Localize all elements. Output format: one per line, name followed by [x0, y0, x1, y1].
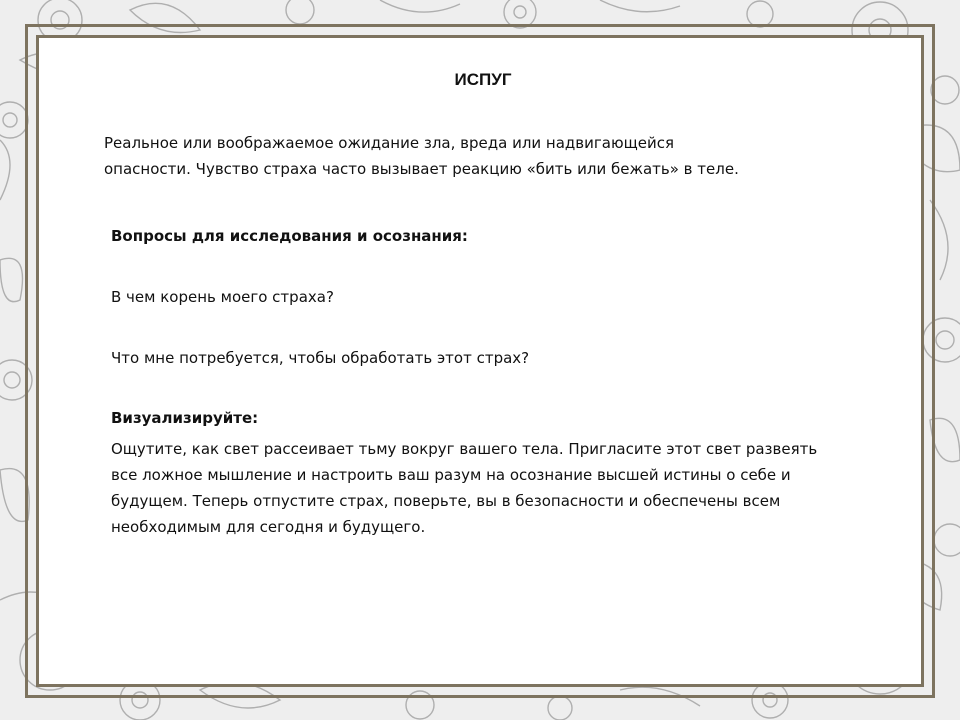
visualize-paragraph — [111, 436, 817, 540]
definition-paragraph — [104, 130, 739, 182]
definition-line: Реальное или воображаемое ожидание зла, вреда или надвигающейся — [104, 134, 674, 152]
questions-heading: Вопросы для исследования и осознания: — [111, 227, 468, 245]
definition-line: опасности. Чувство страха часто вызывает реакцию «бить или бежать» в теле. — [104, 160, 739, 178]
visualize-heading: Визуализируйте: — [111, 409, 259, 427]
visualize-line: Ощутите, как свет рассеивает тьму вокруг вашего тела. Пригласите этот свет развеять — [111, 440, 818, 458]
page-title: ИСПУГ — [454, 70, 512, 89]
visualize-line: необходимым для сегодня и будущего. — [111, 518, 426, 536]
question-item: В чем корень моего страха? — [111, 288, 334, 306]
question-item: Что мне потребуется, чтобы обработать этот страх? — [111, 349, 530, 367]
visualize-line: все ложное мышление и настроить ваш разум на осознание высшей истины о себе и — [111, 466, 791, 484]
content-panel — [36, 35, 924, 687]
visualize-line: будущем. Теперь отпустите страх, поверьте, вы в безопасности и обеспечены всем — [111, 492, 781, 510]
